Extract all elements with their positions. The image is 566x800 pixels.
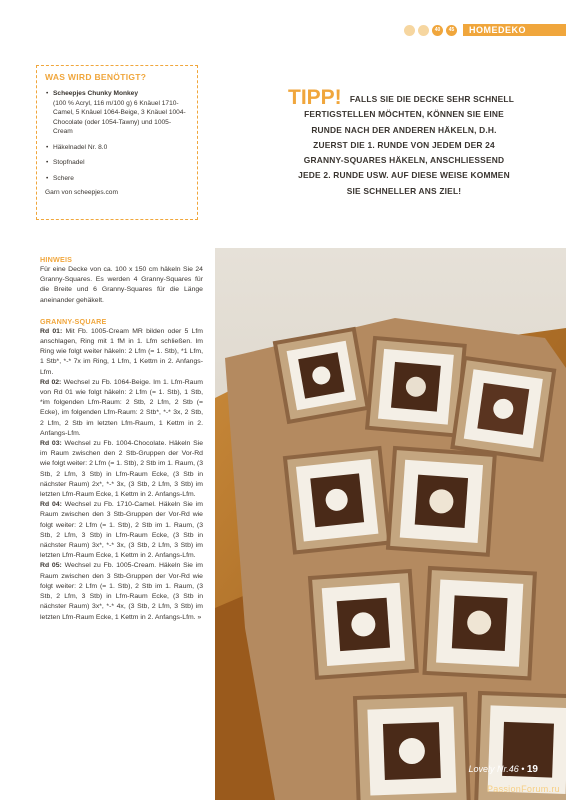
- page-number: Lovely Nr.46 • 19: [468, 764, 538, 775]
- materials-list: [45, 89, 189, 183]
- materials-title: WAS WIRD BENÖTIGT?: [45, 72, 147, 82]
- round-5: Rd 05: Wechsel zu Fb. 1005-Cream. Häkeln Sie im Raum zwischen den 3 Stb-Gruppen der Vor-Rd wie folgt weiter: 2 Lfm (= 1. Stb), 2 Stb im 1. Raum, (3 Stb, 2 Lfm, 3 Stb) in Lfm-Raum Ecke, (3 Stb in nächster Raum) 3x*, *-* 4x, (3 Stb, 2 Lfm, 3 Stb) im letzten Lfm-Raum Ecke, 1 Kettm in 2. Anfangs-Lfm. »: [40, 562, 203, 621]
- section-label: HOMEDEKO: [463, 24, 566, 36]
- tip-label: TIPP!: [288, 86, 342, 109]
- blanket-illustration: [215, 248, 566, 800]
- materials-box: [36, 65, 198, 220]
- tip-text: FALLS SIE DIE DECKE SEHR SCHNELL FERTIGSTELLEN MÖCHTEN, KÖNNEN SIE EINE RUNDE NACH DER ANDEREN HÄKELN, D.H. ZUERST DIE 1. RUNDE VON JEDEM DER 24 GRANNY-SQUARES HÄKELN, ANSCHLIESSEND JEDE 2. RUNDE USW. AUF DIESE WEISE KOMMEN SIE SCHNELLER ANS ZIEL!: [298, 94, 515, 196]
- page-dots: [404, 25, 457, 36]
- hint-text: Für eine Decke von ca. 100 x 150 cm häkeln Sie 24 Granny-Squares. Es werden 4 Granny-Squares für die Breite und 6 Granny-Squares für die Länge aneinander gehäkelt.: [40, 266, 203, 304]
- round-3: Rd 03: Wechsel zu Fb. 1004-Chocolate. Häkeln Sie im Raum zwischen den 2 Stb-Gruppen der Vor-Rd wie folgt weiter: 2 Lfm (= 1. Stb), 2 Stb im 1. Raum, (3 Stb, 2 Lfm, 3 Stb) in Lfm-Raum Ecke, (3 Stb in nächster Raum) 2x*, *-* 3x, (3 Stb, 2 Lfm, 3 Stb) im letzten Lfm-Raum Ecke, 1 Kettm in 2. Anfangs-Lfm.: [40, 440, 203, 499]
- yarn-details: (100 % Acryl, 116 m/100 g) 6 Knäuel 1710-Camel, 5 Knäuel 1064-Beige, 3 Knäuel 1004-Chocolate (oder 1054-Tawny) und 1005-Cream: [53, 99, 186, 135]
- hint-section: [40, 255, 203, 306]
- round-4: Rd 04: Wechsel zu Fb. 1710-Camel. Häkeln Sie im Raum zwischen den 3 Stb-Gruppen der Vor-Rd wie folgt weiter: 2 Lfm (= 1. Stb), 2 Stb im 1. Raum, (3 Stb, 2 Lfm, 3 Stb) in Lfm-Raum Ecke, (3 Stb in nächster Raum) 3x*, *-* 3x, (3 Stb, 2 Lfm, 3 Stb) im letzten Lfm-Raum Ecke, 1 Kettm in 2. Anfangs-Lfm.: [40, 501, 203, 560]
- list-item: • Schere: [45, 174, 189, 184]
- page-dot: [418, 25, 429, 36]
- list-item: • Stopfnadel: [45, 158, 189, 168]
- round-2: Rd 02: Wechsel zu Fb. 1064-Beige. Im 1. Lfm-Raum von Rd 01 wie folgt häkeln: 2 Lfm (= 1. Stb), 1 Stb, *im folgenden Lfm-Raum: 2 Stb, 2 Lfm, 2 Stb (= Ecke), im folgenden Lfm-Raum: 2 Stb*, *-* 3x, 2 Stb, 2 Lfm, 2 Stb im letzten Lfm-Raum, 1 Kettm in 2. Anfangs-Lfm.: [40, 378, 203, 437]
- page-dot: 45: [446, 25, 457, 36]
- hint-title: HINWEIS: [40, 255, 73, 264]
- list-item: • Häkelnadel Nr. 8.0: [45, 143, 189, 153]
- page-dot: 40: [432, 25, 443, 36]
- instructions-column: [40, 255, 203, 634]
- page-dot: [404, 25, 415, 36]
- yarn-name: Scheepjes Chunky Monkey: [53, 90, 139, 97]
- blanket-photo: [215, 248, 566, 800]
- list-item: [45, 89, 189, 137]
- granny-section: [40, 317, 203, 623]
- granny-title: GRANNY-SQUARE: [40, 316, 107, 326]
- section-header: [404, 24, 566, 36]
- watermark: PassionForum.ru: [486, 784, 560, 794]
- yarn-source: Garn von scheepjes.com: [45, 189, 118, 196]
- round-1: Rd 01: Mit Fb. 1005-Cream MR bilden oder 5 Lfm anschlagen, Ring mit 1 fM in 1. Lfm schließen. Im Ring wie folgt weiter häkeln: 2 Lfm (= 1. Stb), *1 Lfm, 1 Stb*, *-* 7x im Ring, 1 Lfm, 1 Kettm in 2. Anfangs-Lfm.: [40, 327, 203, 376]
